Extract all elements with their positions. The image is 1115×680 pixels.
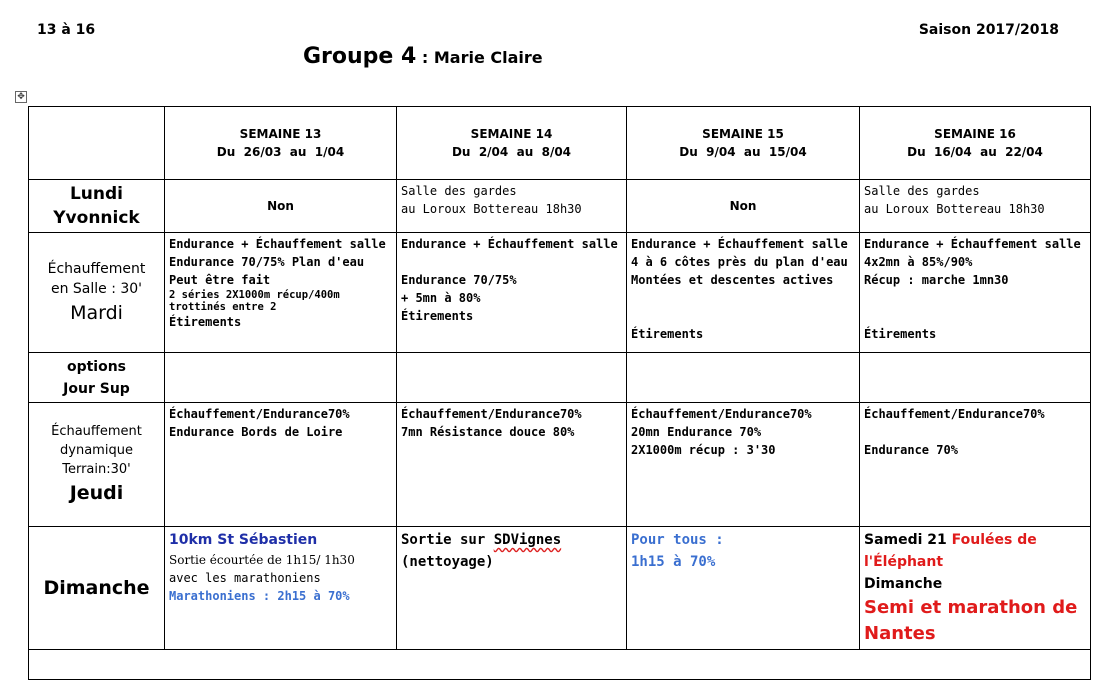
week-16-header: SEMAINE 16 Du 16/04 au 22/04 xyxy=(860,107,1091,180)
options-w13 xyxy=(165,353,397,403)
dimanche-label: Dimanche xyxy=(29,527,165,650)
lundi-w13: Non xyxy=(165,180,397,233)
table-row-jeudi xyxy=(29,403,1091,527)
dimanche-w16: Samedi 21 Foulées de l'Éléphant Dimanche Semi et marathon de Nantes xyxy=(860,527,1091,650)
options-w16 xyxy=(860,353,1091,403)
jeudi-w14: Échauffement/Endurance70% 7mn Résistance douce 80% xyxy=(397,403,627,527)
table-row-dimanche xyxy=(29,527,1091,650)
page-title xyxy=(303,44,543,69)
jeudi-w15: Échauffement/Endurance70% 20mn Endurance 70% 2X1000m récup : 3'30 xyxy=(627,403,860,527)
mardi-w15: Endurance + Échauffement salle 4 à 6 côtes près du plan d'eau Montées et descentes actives Étirements xyxy=(627,233,860,353)
lundi-w15: Non xyxy=(627,180,860,233)
table-row-empty xyxy=(29,650,1091,680)
table-move-handle-icon[interactable]: ✥ xyxy=(15,91,27,103)
table-row-lundi xyxy=(29,180,1091,233)
options-w15 xyxy=(627,353,860,403)
mardi-w13: Endurance + Échauffement salle Endurance 70/75% Plan d'eau Peut être fait 2 séries 2X1000m récup/400m trottinés entre 2 Étirements xyxy=(165,233,397,353)
dimanche-w13: 10km St Sébastien Sortie écourtée de 1h15/ 1h30 avec les marathoniens Marathoniens : 2h15 à 70% xyxy=(165,527,397,650)
group-title: Groupe 4 xyxy=(303,44,417,69)
options-w14 xyxy=(397,353,627,403)
table-row-mardi xyxy=(29,233,1091,353)
week-13-header: SEMAINE 13 Du 26/03 au 1/04 xyxy=(165,107,397,180)
week-14-header: SEMAINE 14 Du 2/04 au 8/04 xyxy=(397,107,627,180)
mardi-label: Échauffement en Salle : 30' Mardi xyxy=(29,233,165,353)
lundi-w16: Salle des gardes au Loroux Bottereau 18h30 xyxy=(860,180,1091,233)
mardi-w14: Endurance + Échauffement salle Endurance 70/75% + 5mn à 80% Étirements xyxy=(397,233,627,353)
period-label: 13 à 16 xyxy=(37,22,96,38)
season-label: Saison 2017/2018 xyxy=(918,22,1059,38)
corner-cell xyxy=(29,107,165,180)
lundi-w14: Salle des gardes au Loroux Bottereau 18h30 xyxy=(397,180,627,233)
jeudi-w13: Échauffement/Endurance70% Endurance Bords de Loire xyxy=(165,403,397,527)
coach-name: : Marie Claire xyxy=(416,48,543,67)
table-row-weeks xyxy=(29,107,1091,180)
week-15-header: SEMAINE 15 Du 9/04 au 15/04 xyxy=(627,107,860,180)
jeudi-label: Échauffement dynamique Terrain:30' Jeudi xyxy=(29,403,165,527)
sdvignes-word: SDVignes xyxy=(493,532,562,548)
dimanche-w15: Pour tous : 1h15 à 70% xyxy=(627,527,860,650)
empty-footer-cell xyxy=(29,650,1091,680)
mardi-w16: Endurance + Échauffement salle 4x2mn à 85%/90% Récup : marche 1mn30 Étirements xyxy=(860,233,1091,353)
table-row-options xyxy=(29,353,1091,403)
dimanche-w14: Sortie sur SDVignes (nettoyage) xyxy=(397,527,627,650)
jeudi-w16: Échauffement/Endurance70% Endurance 70% xyxy=(860,403,1091,527)
lundi-label: Lundi Yvonnick xyxy=(29,180,165,233)
training-plan-table xyxy=(28,106,1091,680)
options-label: options Jour Sup xyxy=(29,353,165,403)
